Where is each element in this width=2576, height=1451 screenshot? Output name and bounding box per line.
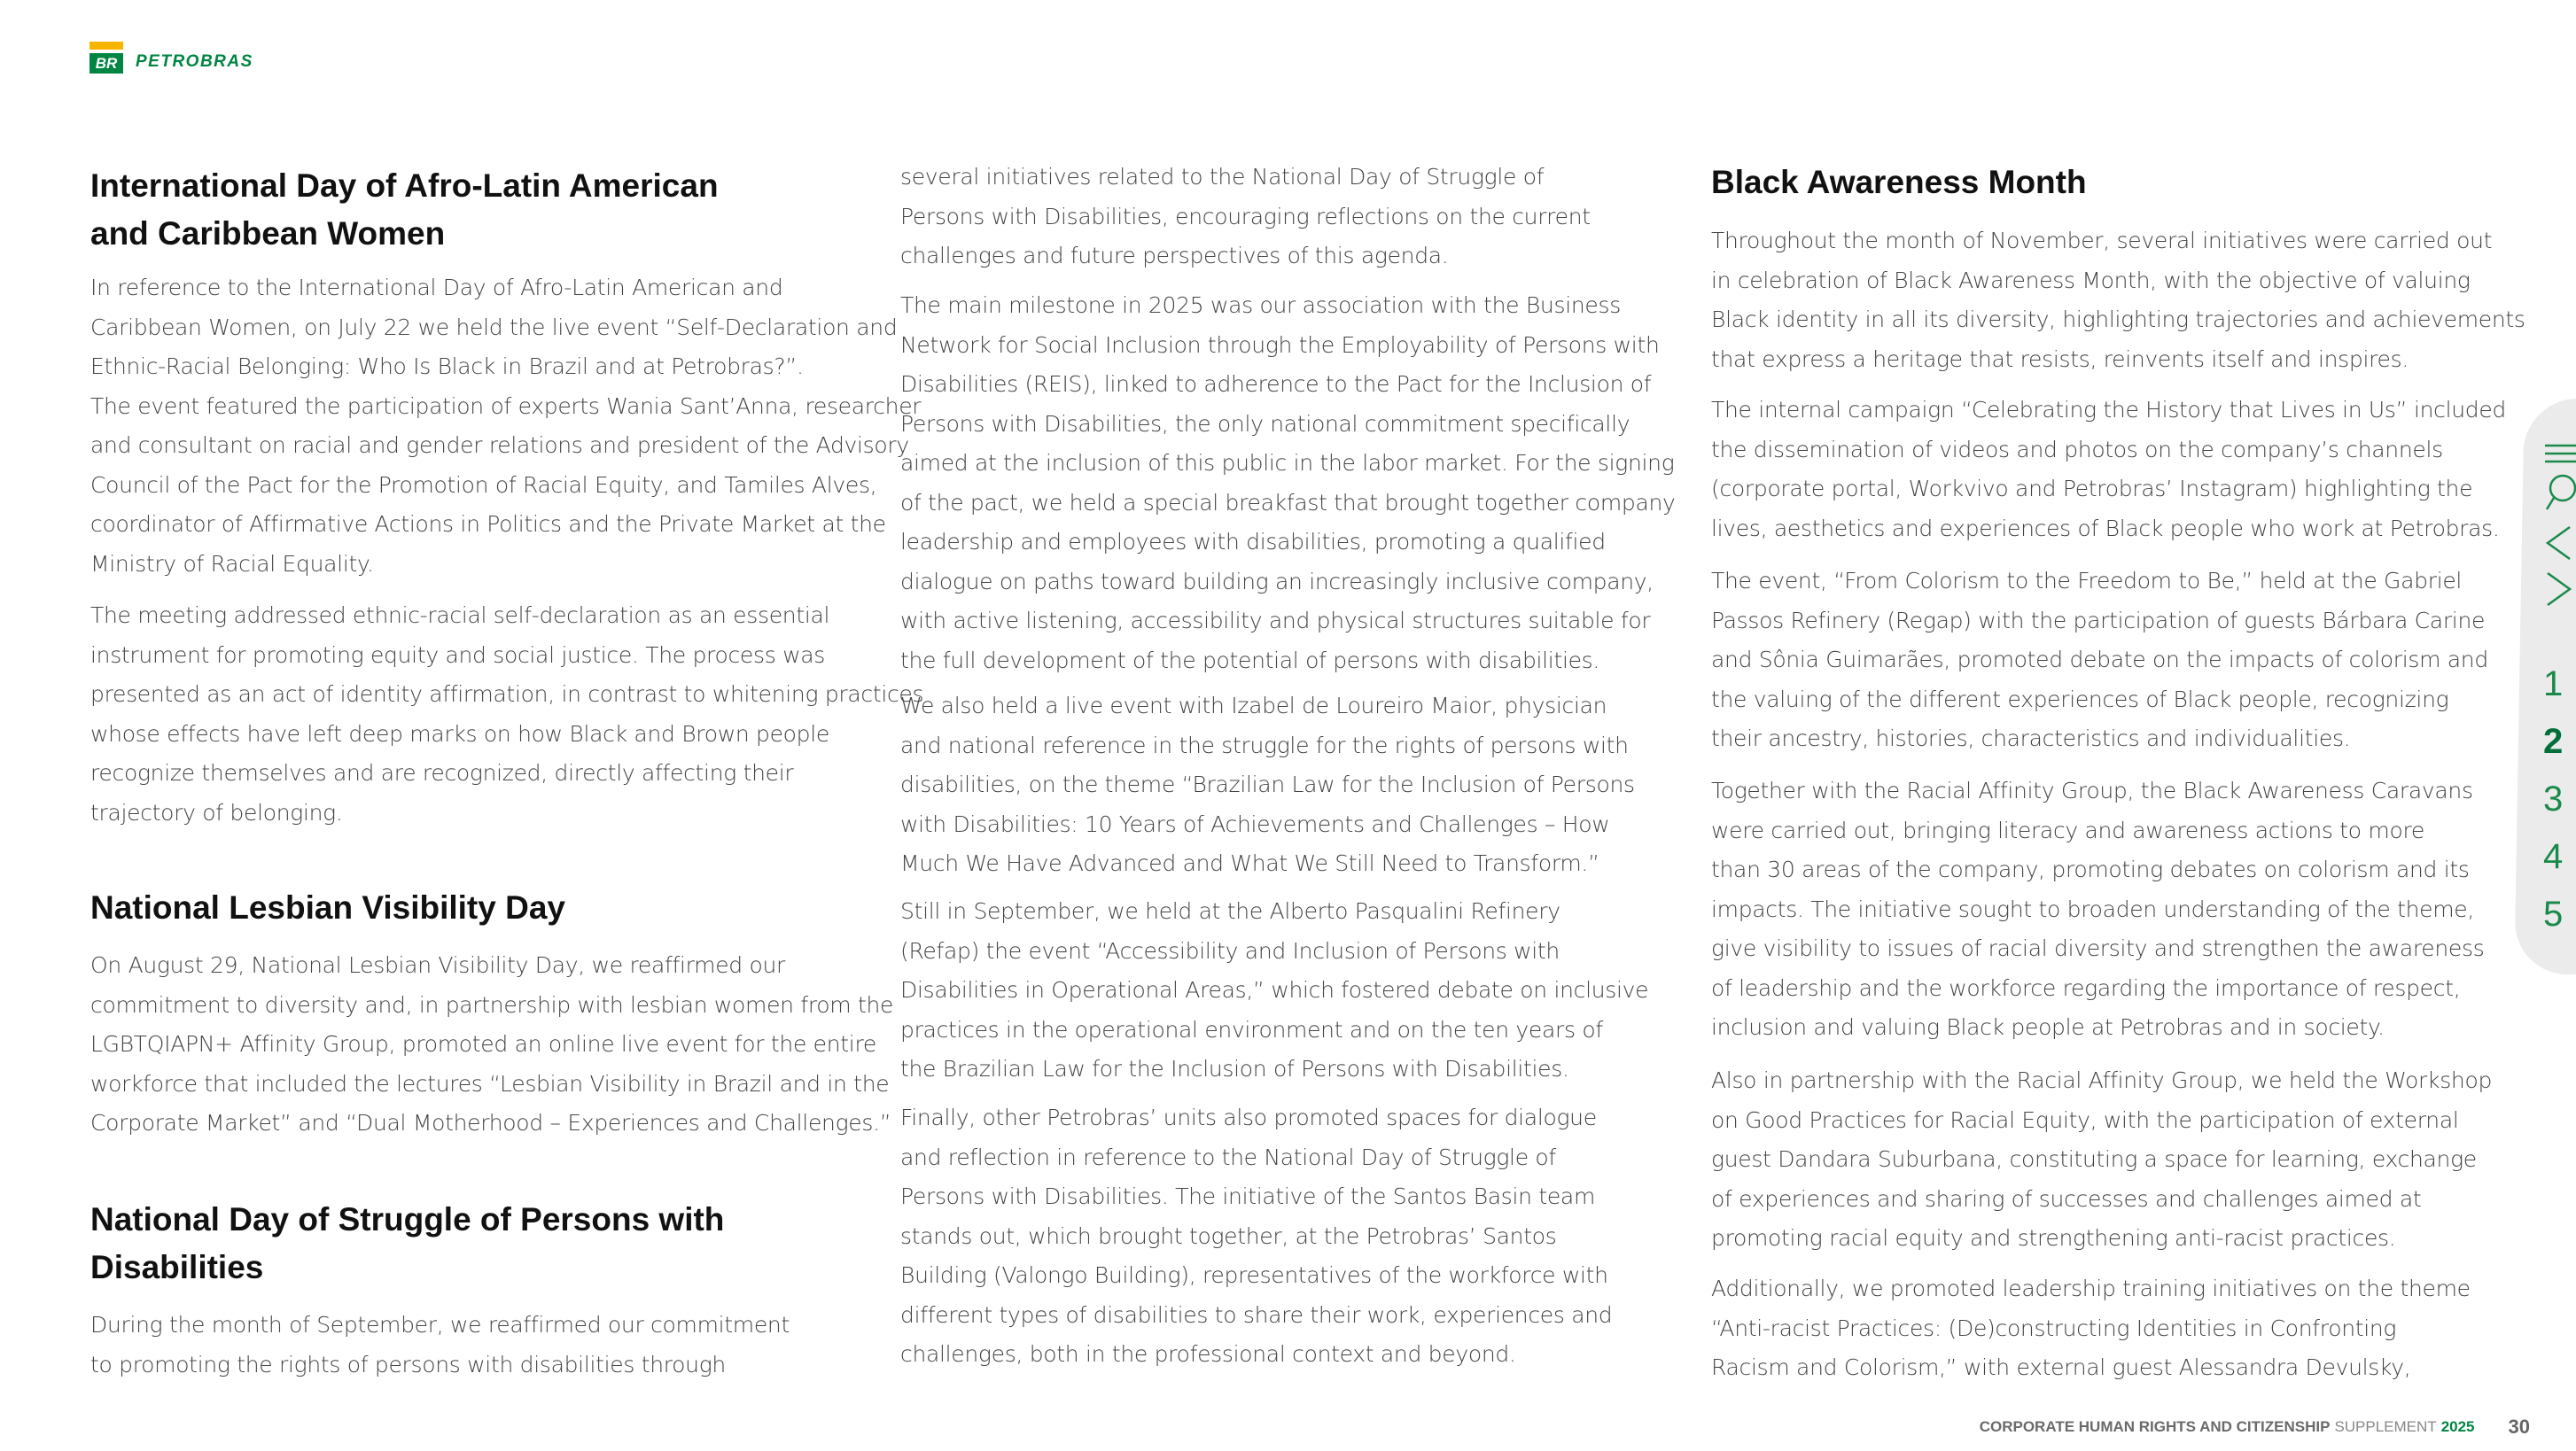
text-line: on Good Practices for Racial Equity, with the participation of external [1711,1106,2459,1133]
text-line: Caribbean Women, on July 22 we held the live event “Self-Declaration and [90,314,898,340]
text-line: (Refap) the event “Accessibility and Inclusion of Persons with [900,937,1560,964]
text-line: Finally, other Petrobras’ units also promoted spaces for dialogue [900,1105,1597,1130]
chevron-left-icon[interactable] [2545,525,2573,561]
paragraph [1711,772,2491,1048]
chapter-3-link[interactable]: 3 [2543,780,2564,819]
chapter-5-link[interactable]: 5 [2543,895,2564,934]
text-line: Persons with Disabilities, the only national commitment specifically [900,410,1630,437]
text-line: to promoting the rights of persons with disabilities through [90,1351,726,1377]
text-line: several initiatives related to the National Day of Struggle of [900,164,1545,190]
text-line: The event featured the participation of experts Wania Sant’Anna, researcher [90,392,922,419]
text-line: of experiences and sharing of successes and challenges aimed at [1711,1185,2422,1212]
paragraph [900,687,1680,884]
text-line: Persons with Disabilities. The initiative of the Santos Basin team [900,1183,1596,1209]
text-line: and reflection in reference to the National Day of Struggle of [900,1144,1556,1170]
paragraph [90,596,924,833]
text-line: and Sônia Guimarães, promoted debate on the impacts of colorism and [1711,647,2488,672]
chapter-1-link[interactable]: 1 [2543,664,2564,703]
text-line: recognize themselves and are recognized, directly affecting their [90,760,794,786]
text-line: leadership and employees with disabilities, promoting a qualified [900,529,1606,555]
text-line: Much We Have Advanced and What We Still Need to Transform.” [900,850,1599,876]
paragraph [1711,391,2506,548]
text-line: Still in September, we held at the Alberto Pasqualini Refinery [900,898,1560,924]
text-line: Also in partnership with the Racial Affinity Group, we held the Workshop [1711,1067,2493,1093]
text-line: challenges, both in the professional context and beyond. [900,1341,1516,1367]
paragraph [1711,1269,2491,1388]
text-line: presented as an act of identity affirmation, in contrast to whitening practices [90,681,924,707]
text-line: During the month of September, we reaffirmed our commitment [90,1312,790,1338]
text-line: International Day of Afro-Latin American [90,167,719,204]
text-line: challenges and future perspectives of this agenda. [900,243,1449,268]
text-line: Black identity in all its diversity, highlighting trajectories and achievements [1711,306,2525,332]
logo-name: PETROBRAS [136,52,253,71]
text-line: National Day of Struggle of Persons with [90,1201,725,1238]
text-line: The internal campaign “Celebrating the History that Lives in Us” included [1711,397,2506,423]
text-line: the full development of the potential of persons with disabilities. [900,647,1600,673]
petrobras-logo [89,42,253,74]
page-number: 30 [2508,1416,2530,1438]
text-line: the valuing of the different experiences of Black people, recognizing [1711,686,2449,712]
text-line: coordinator of Affirmative Actions in Politics and the Private Market at the [90,511,886,537]
text-line: of the pact, we held a special breakfast that brought together company [900,489,1676,516]
text-line: and consultant on racial and gender relations and president of the Advisory [90,432,909,458]
text-line: LGBTQIAPN+ Affinity Group, promoted an online live event for the entire [90,1031,876,1057]
chapter-4-link[interactable]: 4 [2543,837,2564,876]
text-line: disabilities, on the theme “Brazilian Law for the Inclusion of Persons [900,772,1635,797]
text-line: stands out, which brought together, at the Petrobras’ Santos [900,1222,1557,1249]
text-line: Council of the Pact for the Promotion of Racial Equity, and Tamiles Alves, [90,471,877,498]
footer-supplement: SUPPLEMENT [2334,1418,2437,1435]
text-line: commitment to diversity and, in partnership with lesbian women from the [90,991,894,1018]
text-line: The event, “From Colorism to the Freedom to Be,” held at the Gabriel [1711,568,2463,594]
br-logo-mark: BR [89,42,123,74]
text-line: impacts. The initiative sought to broaden understanding of the theme, [1711,896,2474,922]
text-line: dialogue on paths toward building an increasingly inclusive company, [900,568,1654,594]
text-line: Building (Valongo Building), representatives of the workforce with [900,1262,1608,1288]
text-line: with active listening, accessibility and physical structures suitable for [900,608,1651,633]
text-line: (corporate portal, Workvivo and Petrobras’ Instagram) highlighting the [1711,476,2473,501]
text-line: Disabilities in Operational Areas,” which fostered debate on inclusive [900,977,1649,1003]
text-line: with Disabilities: 10 Years of Achievements and Challenges – How [900,811,1610,837]
text-line: workforce that included the lectures “Lesbian Visibility in Brazil and in the [90,1070,890,1097]
text-line: Disabilities [90,1249,264,1285]
page-footer [1980,1416,2530,1439]
text-line: the Brazilian Law for the Inclusion of Persons with Disabilities. [900,1056,1569,1082]
chapter-2-link[interactable]: 2 [2543,722,2564,761]
text-line: Ethnic-Racial Belonging: Who Is Black in Brazil and at Petrobras?”. [90,353,804,379]
text-line: Persons with Disabilities, encouraging reflections on the current [900,203,1591,229]
text-line: practices in the operational environment and on the ten years of [900,1016,1603,1043]
text-line: Network for Social Inclusion through the Employability of Persons with [900,331,1660,358]
text-line: “Anti-racist Practices: (De)constructing Identities in Confronting [1711,1315,2397,1341]
paragraph [90,1306,870,1385]
text-line: On August 29, National Lesbian Visibility Day, we reaffirmed our [90,952,786,978]
text-line: National Lesbian Visibility Day [90,889,565,926]
text-line: whose effects have left deep marks on how Black and Brown people [90,720,829,747]
text-line: that express a heritage that resists, reinvents itself and inspires. [1711,345,2409,372]
text-line: and Caribbean Women [90,215,446,252]
text-line: give visibility to issues of racial diversity and strengthen the awareness [1711,935,2485,961]
text-line: than 30 areas of the company, promoting debates on colorism and its [1711,857,2470,882]
section-heading [1711,159,2491,206]
text-line: were carried out, bringing literacy and awareness actions to more [1711,817,2424,843]
search-icon[interactable] [2545,474,2576,511]
section-heading [90,162,870,258]
paragraph [1711,221,2525,379]
footer-title: CORPORATE HUMAN RIGHTS AND CITIZENSHIP [1979,1418,2331,1435]
text-line: guest Dandara Suburbana, constituting a space for learning, exchange [1711,1146,2477,1172]
text-line: the dissemination of videos and photos on the company’s channels [1711,436,2443,462]
paragraph [900,892,1680,1090]
paragraph [1711,1061,2491,1259]
paragraph [900,158,1680,276]
chevron-right-icon[interactable] [2545,571,2573,607]
text-line: The main milestone in 2025 was our association with the Business [900,292,1621,318]
paragraph [90,268,922,584]
text-line: their ancestry, histories, characteristics and individualities. [1711,726,2351,751]
text-line: Disabilities (REIS), linked to adherence to the Pact for the Inclusion of [900,371,1652,397]
text-line: different types of disabilities to share their work, experiences and [900,1301,1613,1328]
text-line: Together with the Racial Affinity Group, the Black Awareness Caravans [1711,778,2473,803]
footer-year: 2025 [2440,1418,2475,1435]
menu-icon[interactable] [2545,443,2576,464]
text-line: instrument for promoting equity and social justice. The process was [90,641,825,668]
text-line: The meeting addressed ethnic-racial self-declaration as an essential [90,602,830,628]
text-line: Racism and Colorism,” with external guest Alessandra Devulsky, [1711,1354,2411,1380]
paragraph [900,286,1680,680]
text-line: Additionally, we promoted leadership training initiatives on the theme [1711,1276,2471,1301]
text-line: trajectory of belonging. [90,799,343,826]
text-line: Black Awareness Month [1711,164,2087,200]
paragraph [90,946,894,1144]
text-line: lives, aesthetics and experiences of Black people who work at Petrobras. [1711,515,2500,541]
paragraph [1711,562,2491,759]
text-line: Passos Refinery (Regap) with the participation of guests Bárbara Carine [1711,607,2486,633]
paragraph [900,1098,1680,1375]
text-line: inclusion and valuing Black people at Petrobras and in society. [1711,1014,2385,1040]
text-line: of leadership and the workforce regarding the importance of respect, [1711,974,2461,1001]
text-line: and national reference in the struggle for the rights of persons with [900,732,1629,758]
text-line: Throughout the month of November, several initiatives were carried out [1711,228,2493,253]
text-line: In reference to the International Day of Afro-Latin American and [90,275,783,300]
section-heading [90,884,870,932]
text-line: Ministry of Racial Equality. [90,550,374,577]
text-line: in celebration of Black Awareness Month, with the objective of valuing [1711,267,2471,293]
text-line: We also held a live event with Izabel de Loureiro Maior, physician [900,693,1607,718]
text-line: Corporate Market” and “Dual Motherhood – Experiences and Challenges.” [90,1110,891,1136]
section-heading [90,1196,870,1292]
text-line: aimed at the inclusion of this public in the labor market. For the signing [900,450,1675,476]
text-line: promoting racial equity and strengthening anti-racist practices. [1711,1225,2396,1251]
